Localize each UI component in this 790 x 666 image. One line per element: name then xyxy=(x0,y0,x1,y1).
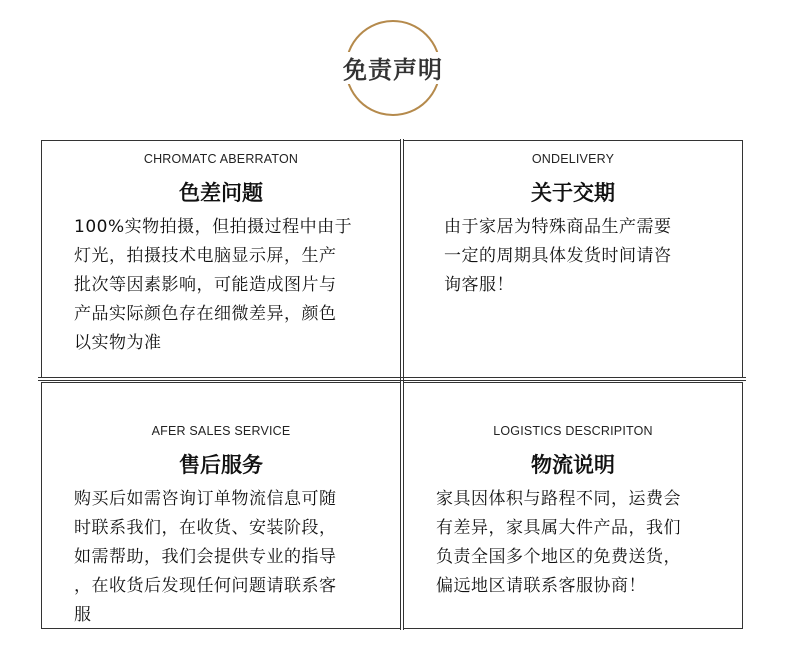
body-line: 由于家居为特殊商品生产需要 xyxy=(444,217,672,237)
section-body xyxy=(74,213,352,358)
body-line: 服 xyxy=(74,605,92,625)
info-grid xyxy=(40,139,744,630)
section-after-sales xyxy=(41,382,401,629)
body-line: 产品实际颜色存在细微差异，颜色 xyxy=(74,304,337,324)
body-line: 有差异，家具属大件产品，我们 xyxy=(436,518,681,538)
body-line: 时联系我们，在收货、安装阶段， xyxy=(74,518,337,538)
section-color-difference xyxy=(41,140,401,378)
body-line: 灯光，拍摄技术电脑显示屏，生产 xyxy=(74,246,337,266)
section-en-title: ONDELIVERY xyxy=(531,152,615,166)
section-delivery xyxy=(403,140,743,378)
section-body xyxy=(444,213,672,300)
section-zh-title: 色差问题 xyxy=(179,180,263,205)
section-en-title: AFER SALES SERVICE xyxy=(151,424,291,438)
body-line: ，在收货后发现任何问题请联系客 xyxy=(74,576,337,596)
body-line: 购买后如需咨询订单物流信息可随 xyxy=(74,489,337,509)
section-body xyxy=(74,485,337,630)
body-line: 偏远地区请联系客服协商！ xyxy=(436,576,646,596)
section-zh-title: 关于交期 xyxy=(531,180,615,205)
body-line: 一定的周期具体发货时间请咨 xyxy=(444,246,672,266)
section-en-title: LOGISTICS DESCRIPITON xyxy=(493,424,653,438)
horizontal-divider xyxy=(38,377,746,381)
section-en-title: CHROMATC ABERRATON xyxy=(143,152,299,166)
section-logistics xyxy=(403,382,743,629)
header xyxy=(0,0,790,140)
body-line: 家具因体积与路程不同，运费会 xyxy=(436,489,681,509)
body-line: 负责全国多个地区的免费送货， xyxy=(436,547,681,567)
section-zh-title: 售后服务 xyxy=(179,452,263,477)
vertical-divider xyxy=(400,139,404,630)
page-title: 免责声明 xyxy=(343,55,443,84)
body-line: 以实物为准 xyxy=(74,333,162,353)
section-zh-title: 物流说明 xyxy=(531,452,615,477)
body-line: 询客服！ xyxy=(444,275,514,295)
body-line: 如需帮助，我们会提供专业的指导 xyxy=(74,547,337,567)
body-line: 批次等因素影响，可能造成图片与 xyxy=(74,275,337,295)
body-line: 100%实物拍摄，但拍摄过程中由于 xyxy=(74,217,353,237)
section-body xyxy=(436,485,681,601)
